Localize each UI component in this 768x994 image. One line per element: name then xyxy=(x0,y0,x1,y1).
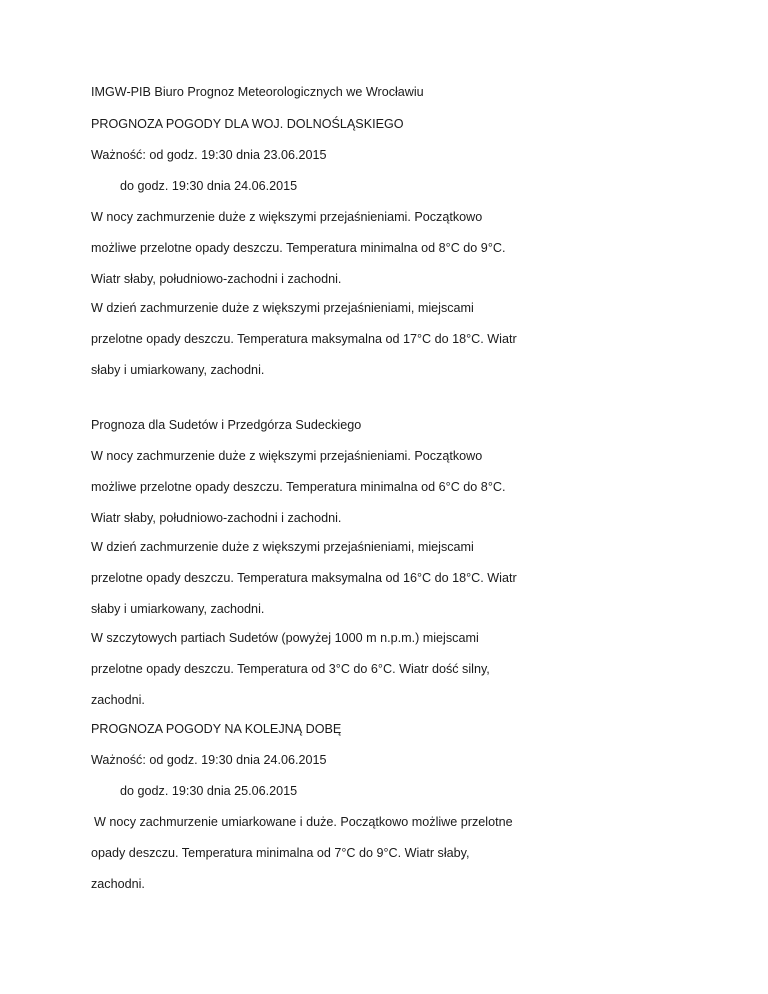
region-line: możliwe przelotne opady deszczu. Temperatura minimalna od 8°C do 9°C. xyxy=(91,241,506,255)
sudety-line: Wiatr słaby, południowo-zachodni i zachodni. xyxy=(91,511,342,525)
sudety-line: W szczytowych partiach Sudetów (powyżej 1000 m n.p.m.) miejscami xyxy=(91,631,479,645)
sudety-line: W nocy zachmurzenie duże z większymi przejaśnieniami. Początkowo xyxy=(91,449,483,463)
region-line: W dzień zachmurzenie duże z większymi przejaśnieniami, miejscami xyxy=(91,301,474,315)
document-header: IMGW-PIB Biuro Prognoz Meteorologicznych we Wrocławiu xyxy=(91,85,424,99)
region-line: słaby i umiarkowany, zachodni. xyxy=(91,363,265,377)
sudety-line: słaby i umiarkowany, zachodni. xyxy=(91,602,265,616)
sudety-line: możliwe przelotne opady deszczu. Temperatura minimalna od 6°C do 8°C. xyxy=(91,480,506,494)
sudety-line: W dzień zachmurzenie duże z większymi przejaśnieniami, miejscami xyxy=(91,540,474,554)
next-line: zachodni. xyxy=(91,877,145,891)
next-validity-to: do godz. 19:30 dnia 25.06.2015 xyxy=(120,784,298,798)
next-line: opady deszczu. Temperatura minimalna od 7°C do 9°C. Wiatr słaby, xyxy=(91,846,470,860)
next-title: PROGNOZA POGODY NA KOLEJNĄ DOBĘ xyxy=(91,722,342,736)
region-line: przelotne opady deszczu. Temperatura maksymalna od 17°C do 18°C. Wiatr xyxy=(91,332,517,346)
region-line: W nocy zachmurzenie duże z większymi przejaśnieniami. Początkowo xyxy=(91,210,483,224)
next-validity-from: Ważność: od godz. 19:30 dnia 24.06.2015 xyxy=(91,753,327,767)
sudety-line: przelotne opady deszczu. Temperatura od 3°C do 6°C. Wiatr dość silny, xyxy=(91,662,490,676)
validity-from: Ważność: od godz. 19:30 dnia 23.06.2015 xyxy=(91,148,327,162)
next-line: W nocy zachmurzenie umiarkowane i duże. Początkowo możliwe przelotne xyxy=(94,815,513,829)
sudety-title: Prognoza dla Sudetów i Przedgórza Sudeckiego xyxy=(91,418,362,432)
forecast-title: PROGNOZA POGODY DLA WOJ. DOLNOŚLĄSKIEGO xyxy=(91,117,404,131)
sudety-line: przelotne opady deszczu. Temperatura maksymalna od 16°C do 18°C. Wiatr xyxy=(91,571,517,585)
validity-to: do godz. 19:30 dnia 24.06.2015 xyxy=(120,179,298,193)
sudety-line: zachodni. xyxy=(91,693,145,707)
region-line: Wiatr słaby, południowo-zachodni i zachodni. xyxy=(91,272,342,286)
